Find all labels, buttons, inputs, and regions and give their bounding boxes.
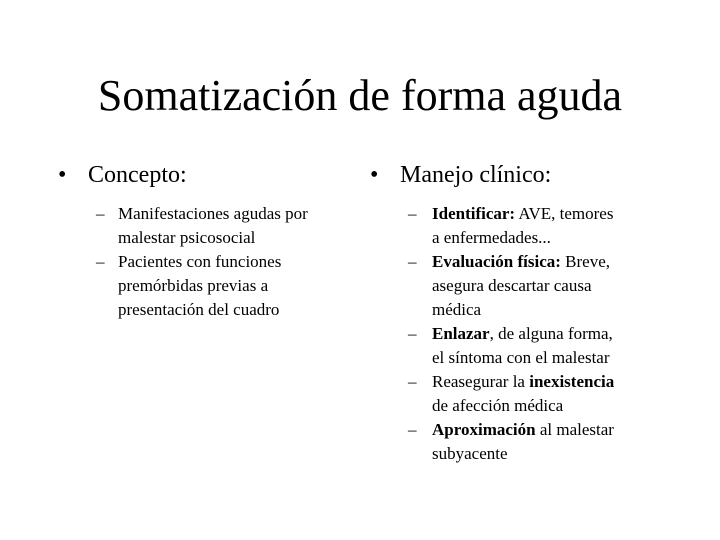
concept-column bbox=[58, 160, 358, 322]
management-item-exam bbox=[370, 250, 670, 322]
management-item-link-line-1 bbox=[432, 322, 670, 346]
bullet-icon: • bbox=[58, 162, 67, 188]
slide-title: Somatización de forma aguda bbox=[97, 71, 623, 120]
management-item-reassure-line-2: de afección médica bbox=[432, 396, 564, 415]
concept-sub-list bbox=[58, 202, 358, 322]
concept-heading: Concepto: bbox=[88, 162, 187, 188]
management-item-exam-line-3: médica bbox=[432, 300, 482, 319]
management-sub-list bbox=[370, 202, 670, 466]
management-column bbox=[370, 160, 670, 466]
dash-icon: – bbox=[408, 204, 417, 223]
management-bullet bbox=[370, 160, 670, 190]
dash-icon: – bbox=[408, 252, 417, 271]
management-item-approach-line-2: subyacente bbox=[432, 444, 508, 463]
concept-item-2-line-2: premórbidas previas a bbox=[118, 276, 269, 295]
link-text: , de alguna forma, bbox=[489, 324, 613, 343]
concept-item-1 bbox=[58, 202, 358, 250]
dash-icon: – bbox=[96, 252, 105, 271]
dash-icon: – bbox=[96, 204, 105, 223]
dash-icon: – bbox=[408, 324, 417, 343]
management-item-approach bbox=[370, 418, 670, 466]
identify-text: AVE, temores bbox=[515, 204, 614, 223]
concept-item-1-line-1: Manifestaciones agudas por bbox=[118, 204, 308, 223]
management-item-identify-line-2: a enfermedades... bbox=[432, 228, 551, 247]
management-heading: Manejo clínico: bbox=[400, 162, 552, 188]
exam-text: Breve, bbox=[560, 252, 611, 271]
management-item-approach-line-1 bbox=[432, 418, 670, 442]
reassure-text: Reasegurar la bbox=[432, 372, 530, 391]
approach-label: Aproximación bbox=[432, 420, 536, 439]
management-item-exam-line-2: asegura descartar causa bbox=[432, 276, 592, 295]
reassure-label: inexistencia bbox=[529, 372, 615, 391]
concept-item-2 bbox=[58, 250, 358, 322]
dash-icon: – bbox=[408, 420, 417, 439]
identify-label: Identificar: bbox=[432, 204, 516, 223]
management-item-link-line-2: el síntoma con el malestar bbox=[432, 348, 610, 367]
management-item-identify bbox=[370, 202, 670, 250]
concept-item-2-line-3: presentación del cuadro bbox=[118, 300, 280, 319]
link-label: Enlazar bbox=[432, 324, 490, 343]
approach-text: al malestar bbox=[535, 420, 614, 439]
management-item-link bbox=[370, 322, 670, 370]
exam-label: Evaluación física: bbox=[432, 252, 561, 271]
dash-icon: – bbox=[408, 372, 417, 391]
management-item-identify-line-1 bbox=[432, 202, 670, 226]
bullet-icon: • bbox=[370, 162, 379, 188]
management-item-reassure bbox=[370, 370, 670, 418]
concept-bullet bbox=[58, 160, 358, 190]
concept-item-2-line-1: Pacientes con funciones bbox=[118, 252, 282, 271]
management-item-exam-line-1 bbox=[432, 250, 670, 274]
concept-item-1-line-2: malestar psicosocial bbox=[118, 228, 256, 247]
management-item-reassure-line-1 bbox=[432, 370, 670, 394]
